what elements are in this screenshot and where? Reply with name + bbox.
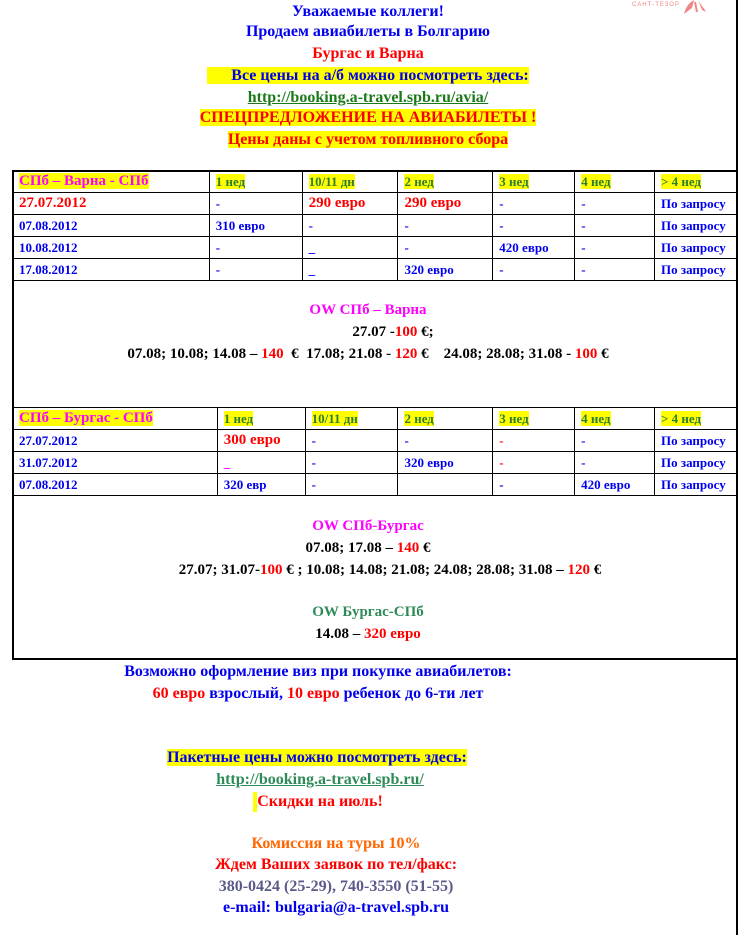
ow-currency: € xyxy=(419,540,431,556)
price-cell: _ xyxy=(302,237,398,259)
column-header: 3 нед xyxy=(499,410,529,426)
varna-price-table xyxy=(12,170,737,281)
column-header: 2 нед xyxy=(404,173,434,189)
ow-currency: € xyxy=(597,346,609,362)
price-cell: 320 евро xyxy=(398,452,493,474)
all-prices-label: Все цены на а/б можно посмотреть здесь: xyxy=(207,67,528,84)
price-cell: - xyxy=(493,215,575,237)
column-header: > 4 нед xyxy=(660,410,702,426)
ow-varna-line1 xyxy=(0,322,736,343)
ow-dates: 07.08; 10.08; 14.08 – xyxy=(127,346,262,362)
price-cell: По запросу xyxy=(655,259,737,281)
ow-burgas-line1 xyxy=(0,538,736,559)
ow-price: 320 евро xyxy=(363,626,421,642)
date-cell: 31.07.2012 xyxy=(13,452,218,474)
column-header: 4 нед xyxy=(581,173,611,189)
ow-dates: 17.08; 21.08 - xyxy=(306,346,395,362)
column-header: 1 нед xyxy=(223,410,254,426)
visa-prices xyxy=(0,684,686,704)
visa-adult-price: 60 евро xyxy=(152,685,206,702)
price-cell: - xyxy=(209,259,302,281)
packages-link[interactable]: http://booking.a-travel.spb.ru/ xyxy=(216,771,424,788)
phone-numbers: 380-0424 (25-29), 740-3550 (51-55) xyxy=(218,878,454,895)
price-cell: - xyxy=(398,430,493,452)
price-cell: _ xyxy=(302,259,398,281)
price-cell: По запросу xyxy=(654,452,736,474)
ow-price: 120 xyxy=(567,562,590,578)
visa-adult-label: взрослый, xyxy=(205,685,287,702)
price-cell: - xyxy=(305,430,398,452)
ow-burgas-title: OW СПб-Бургас xyxy=(312,518,424,534)
price-cell: - xyxy=(209,237,302,259)
price-cell: 420 евро xyxy=(493,237,575,259)
price-cell: По запросу xyxy=(654,430,736,452)
price-cell: - xyxy=(302,215,398,237)
column-header: 3 нед xyxy=(499,173,529,189)
table-row xyxy=(13,237,737,259)
price-cell: По запросу xyxy=(654,474,736,496)
table-row xyxy=(13,193,737,215)
price-cell: - xyxy=(493,430,575,452)
date-cell: 27.07.2012 xyxy=(13,430,218,452)
column-header: 10/11 дн xyxy=(308,173,355,189)
await-requests: Ждем Ваших заявок по тел/факс: xyxy=(214,856,458,873)
price-cell: - xyxy=(575,237,655,259)
price-cell: По запросу xyxy=(655,237,737,259)
price-cell: - xyxy=(493,452,575,474)
ow-currency: € xyxy=(283,346,307,362)
ow-varna-line2 xyxy=(0,344,736,365)
price-cell: - xyxy=(398,215,493,237)
price-cell: 320 евр xyxy=(217,474,305,496)
price-cell: - xyxy=(575,215,655,237)
ow-price: 120 xyxy=(394,346,418,362)
commission-info: Комиссия на туры 10% xyxy=(251,835,421,852)
ow-return-title: OW Бургас-СПб xyxy=(312,604,424,620)
price-cell: - xyxy=(575,193,655,215)
ow-return-line xyxy=(0,624,736,645)
visa-child-price: 10 евро xyxy=(287,685,340,702)
price-cell: 290 евро xyxy=(398,193,493,215)
date-cell: 27.07.2012 xyxy=(13,193,210,215)
price-cell: _ xyxy=(217,452,305,474)
july-discounts: Скидки на июль! xyxy=(257,793,383,810)
ow-dates: 14.08 – xyxy=(315,626,364,642)
table-row xyxy=(13,259,737,281)
route-header: СПб – Бургас - СПб xyxy=(19,410,153,426)
price-cell: - xyxy=(398,237,493,259)
avia-booking-link[interactable]: http://booking.a-travel.spb.ru/avia/ xyxy=(247,89,489,106)
date-cell: 17.08.2012 xyxy=(13,259,210,281)
date-cell: 10.08.2012 xyxy=(13,237,210,259)
price-cell: По запросу xyxy=(655,193,737,215)
column-header: 10/11 дн xyxy=(311,410,358,426)
ow-dates: 27.07 - xyxy=(352,324,395,340)
email-address: e-mail: bulgaria@a-travel.spb.ru xyxy=(223,899,449,916)
ow-currency: €; xyxy=(417,324,434,340)
date-cell: 07.08.2012 xyxy=(13,474,218,496)
column-header: > 4 нед xyxy=(661,173,702,189)
ow-varna-title: OW СПб – Варна xyxy=(309,302,427,318)
packages-label: Пакетные цены можно посмотреть здесь: xyxy=(167,749,467,766)
visa-info: Возможно оформление виз при покупке авиабилетов: xyxy=(124,663,512,680)
burgas-price-table xyxy=(12,407,737,496)
price-cell: - xyxy=(305,474,398,496)
date-cell: 07.08.2012 xyxy=(13,215,210,237)
ow-price: 140 xyxy=(261,346,284,362)
price-cell xyxy=(398,474,493,496)
ow-dates: 24.08; 28.08; 31.08 - xyxy=(443,346,575,362)
table-header-row xyxy=(13,408,737,430)
price-cell: - xyxy=(575,452,655,474)
ow-currency: € ; xyxy=(282,562,307,578)
logo-text: САНТ-ТЕЗОР xyxy=(632,2,680,8)
table-row xyxy=(13,215,737,237)
cities-headline: Бургас и Варна xyxy=(312,45,424,62)
price-cell: 300 евро xyxy=(217,430,305,452)
ow-price: 100 xyxy=(394,324,418,340)
price-cell: 310 евро xyxy=(209,215,302,237)
ow-burgas-line2 xyxy=(0,560,736,581)
price-cell: 420 евро xyxy=(575,474,655,496)
greeting: Уважаемые коллеги! xyxy=(292,3,444,20)
special-offer-banner: СПЕЦПРЕДЛОЖЕНИЕ НА АВИАБИЛЕТЫ ! xyxy=(199,109,537,126)
ow-currency: € xyxy=(417,346,444,362)
price-cell: 290 евро xyxy=(302,193,398,215)
price-cell: - xyxy=(575,430,655,452)
column-header: 2 нед xyxy=(404,410,434,426)
column-header: 1 нед xyxy=(215,173,246,189)
price-cell: - xyxy=(209,193,302,215)
table-row xyxy=(13,474,737,496)
price-cell: - xyxy=(493,474,575,496)
sale-headline: Продаем авиабилеты в Болгарию xyxy=(245,23,491,40)
ow-price: 100 xyxy=(574,346,598,362)
ow-currency: € xyxy=(589,562,602,578)
route-header: СПб – Варна - СПб xyxy=(19,173,149,189)
table-row xyxy=(13,430,737,452)
price-cell: - xyxy=(575,259,655,281)
price-cell: - xyxy=(493,193,575,215)
visa-child-label: ребенок до 6-ти лет xyxy=(339,685,484,702)
ow-price: 100 xyxy=(260,562,283,578)
ow-dates: 07.08; 17.08 – xyxy=(305,540,397,556)
price-cell: - xyxy=(305,452,398,474)
price-cell: 320 евро xyxy=(398,259,493,281)
price-cell: По запросу xyxy=(655,215,737,237)
column-header: 4 нед xyxy=(581,410,611,426)
ow-price: 140 xyxy=(396,540,420,556)
ow-dates: 27.07; 31.07- xyxy=(178,562,260,578)
price-cell: - xyxy=(493,259,575,281)
fuel-note: Цены даны с учетом топливного сбора xyxy=(227,131,509,148)
table-row xyxy=(13,452,737,474)
table-header-row xyxy=(13,171,737,193)
ow-dates: 10.08; 14.08; 21.08; 24.08; 28.08; 31.08 – xyxy=(306,562,568,578)
